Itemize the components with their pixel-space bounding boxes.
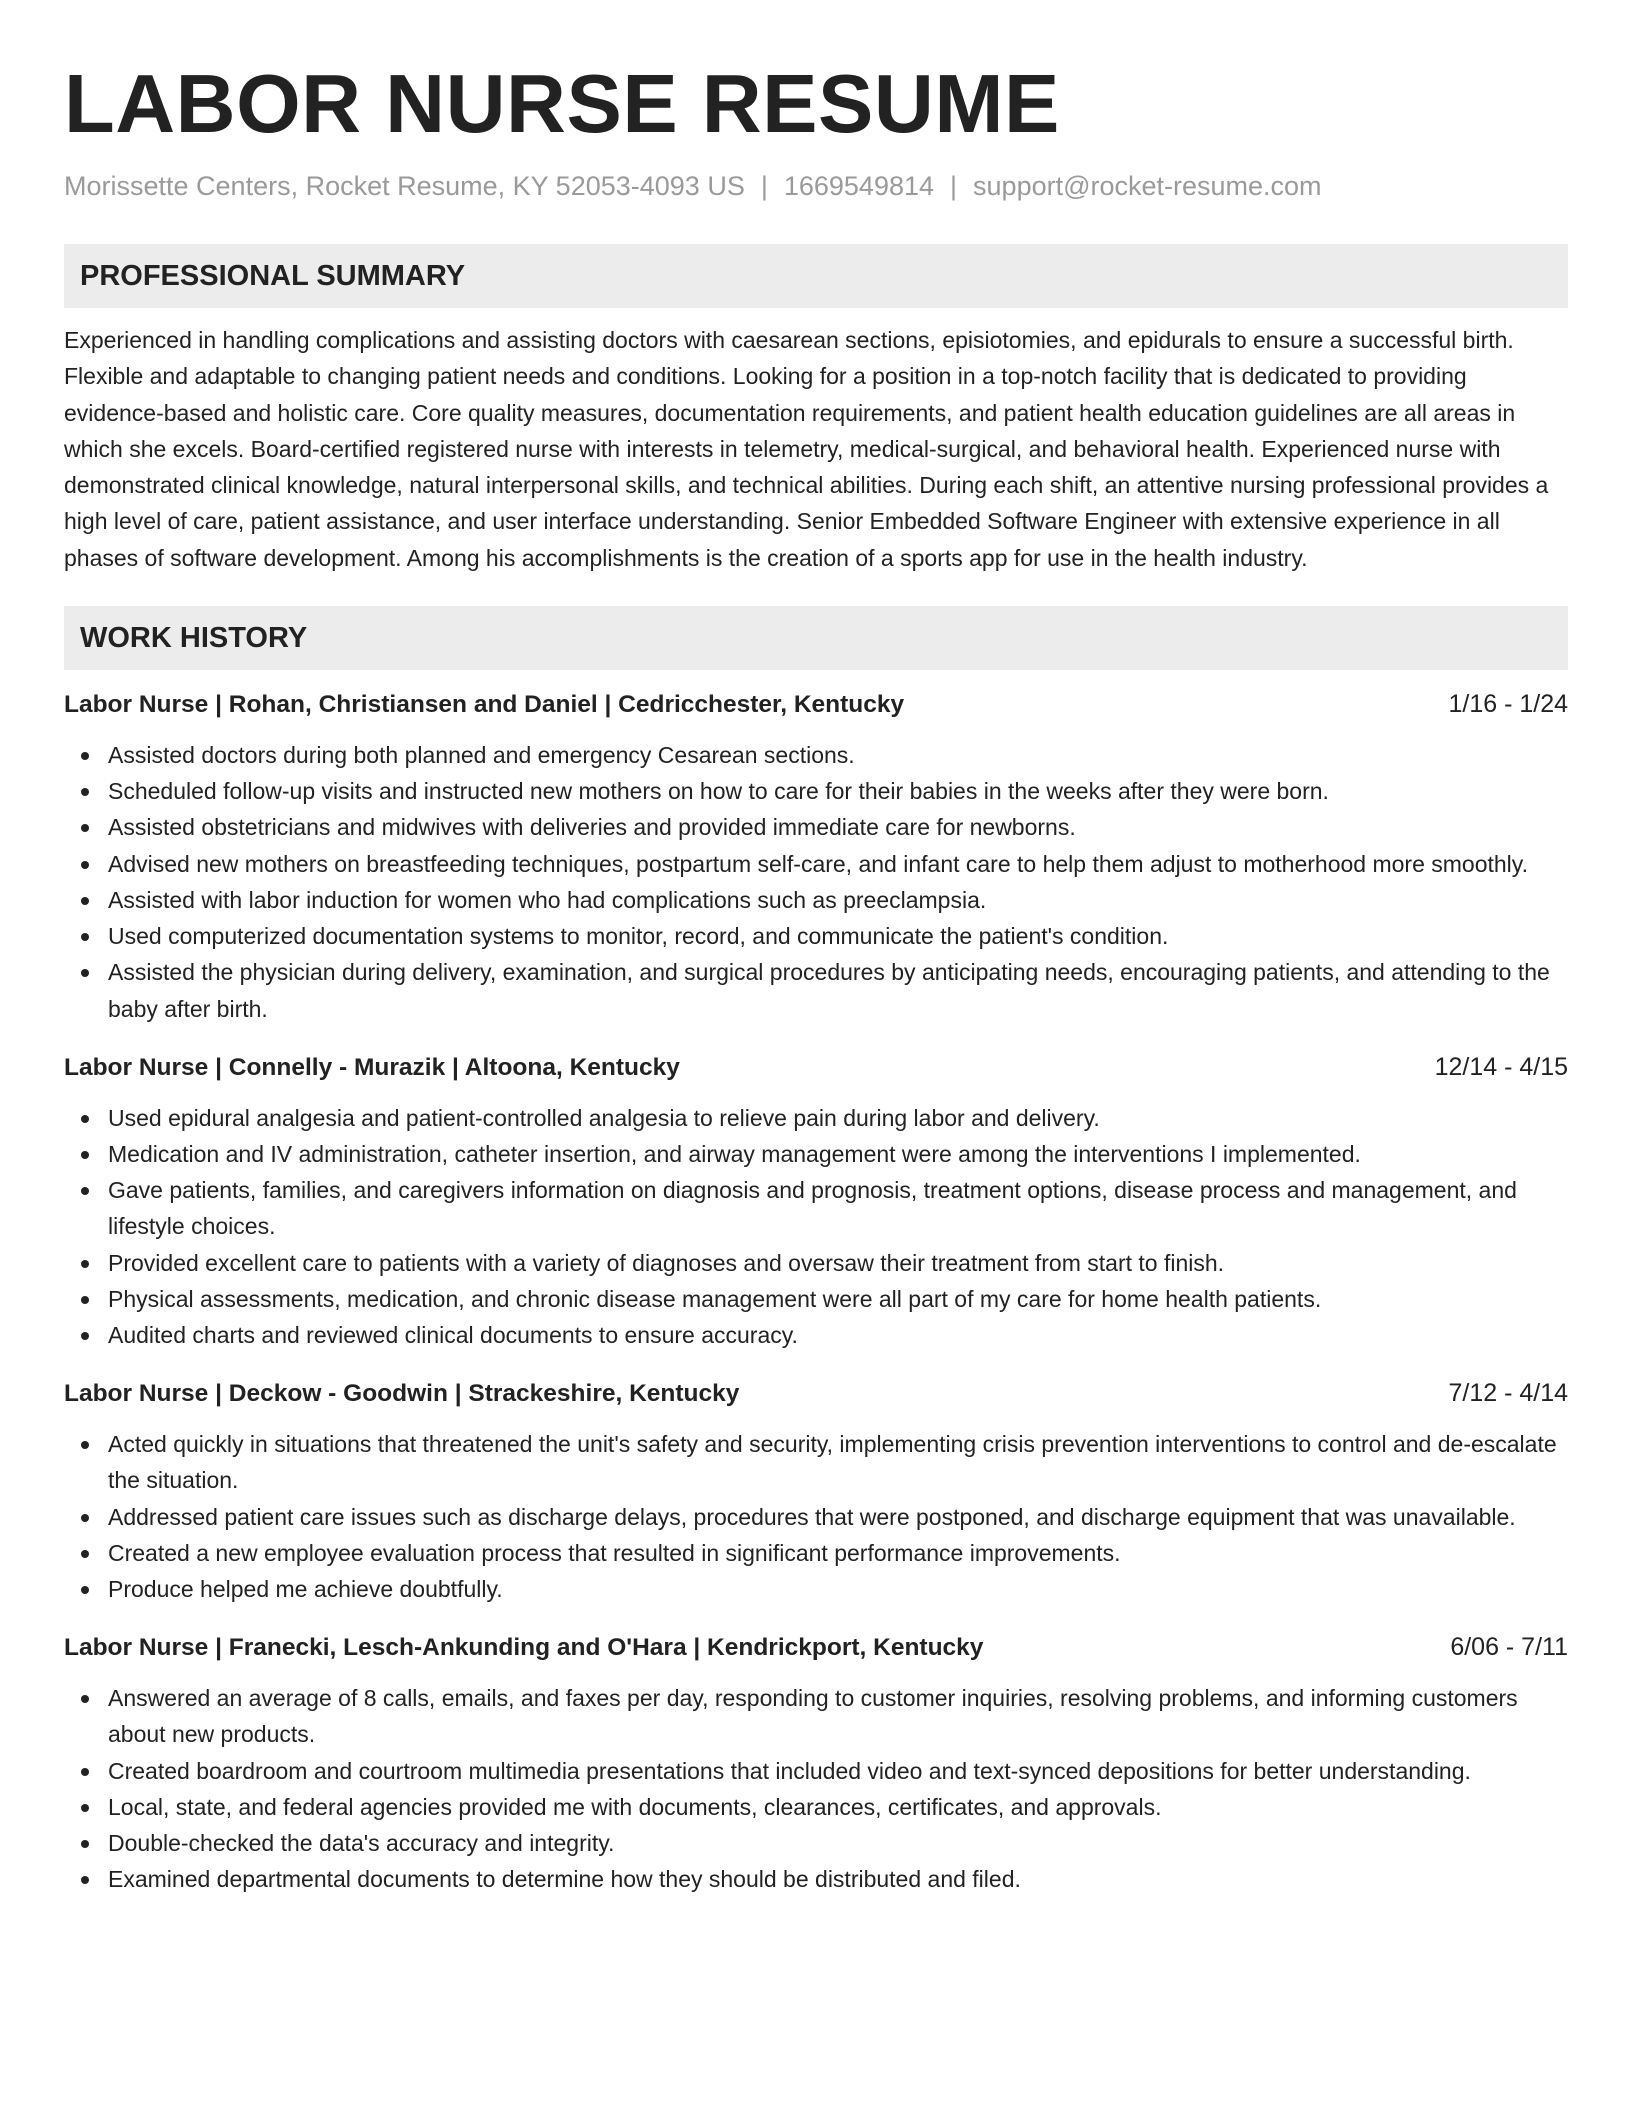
job-entry (64, 686, 1568, 1027)
job-bullet: Created boardroom and courtroom multimedia presentations that included video and text-synced depositions for better understanding. (108, 1753, 1568, 1789)
job-bullet: Used computerized documentation systems to monitor, record, and communicate the patient's condition. (108, 918, 1568, 954)
contact-email: support@rocket-resume.com (973, 171, 1322, 201)
job-bullet: Assisted with labor induction for women who had complications such as preeclampsia. (108, 882, 1568, 918)
job-entry (64, 1375, 1568, 1607)
job-bullet-list (64, 1680, 1568, 1897)
job-header (64, 1049, 1568, 1086)
job-bullet: Answered an average of 8 calls, emails, and faxes per day, responding to customer inquiries, resolving problems, and informing customers about new products. (108, 1680, 1568, 1752)
job-bullet: Addressed patient care issues such as discharge delays, procedures that were postponed, and discharge equipment that was unavailable. (108, 1499, 1568, 1535)
job-bullet-list (64, 1426, 1568, 1607)
job-entry (64, 1049, 1568, 1353)
contact-phone: 1669549814 (783, 171, 935, 201)
job-title: Labor Nurse | Rohan, Christiansen and Daniel | Cedricchester, Kentucky (64, 691, 905, 719)
job-dates: 6/06 - 7/11 (1450, 1633, 1568, 1662)
job-dates: 1/16 - 1/24 (1448, 690, 1568, 719)
job-bullet: Double-checked the data's accuracy and integrity. (108, 1825, 1568, 1861)
job-title: Labor Nurse | Connelly - Murazik | Altoona, Kentucky (64, 1053, 680, 1081)
job-entry (64, 1629, 1568, 1897)
work-history-list (64, 686, 1568, 1897)
job-header (64, 1375, 1568, 1412)
job-bullet: Created a new employee evaluation process that resulted in significant performance improvements. (108, 1535, 1568, 1571)
contact-separator: | (950, 171, 958, 201)
job-bullet: Produce helped me achieve doubtfully. (108, 1571, 1568, 1607)
job-bullet: Examined departmental documents to determine how they should be distributed and filed. (108, 1861, 1568, 1897)
section-heading-summary: PROFESSIONAL SUMMARY (64, 244, 1568, 308)
contact-line (64, 168, 1568, 204)
job-bullet: Audited charts and reviewed clinical documents to ensure accuracy. (108, 1317, 1568, 1353)
job-dates: 7/12 - 4/14 (1448, 1379, 1568, 1408)
job-title: Labor Nurse | Franecki, Lesch-Ankunding and O'Hara | Kendrickport, Kentucky (64, 1634, 984, 1662)
job-bullet: Assisted the physician during delivery, examination, and surgical procedures by anticipating needs, encouraging patients, and attending to the baby after birth. (108, 954, 1568, 1026)
job-bullet: Assisted doctors during both planned and emergency Cesarean sections. (108, 737, 1568, 773)
job-bullet: Local, state, and federal agencies provided me with documents, clearances, certificates, and approvals. (108, 1789, 1568, 1825)
job-bullet: Physical assessments, medication, and chronic disease management were all part of my care for home health patients. (108, 1281, 1568, 1317)
job-bullet: Used epidural analgesia and patient-controlled analgesia to relieve pain during labor and delivery. (108, 1100, 1568, 1136)
summary-text: Experienced in handling complications and assisting doctors with caesarean sections, episiotomies, and epidurals to ensure a successful birth. Flexible and adaptable to changing patient needs and conditions. Looking for a position in a top-notch facility that is dedicated to providing evidence-based and holistic care. Core quality measures, documentation requirements, and patient health education guidelines are all areas in which she excels. Board-certified registered nurse with interests in telemetry, medical-surgical, and behavioral health. Experienced nurse with demonstrated clinical knowledge, natural interpersonal skills, and technical abilities. During each shift, an attentive nursing professional provides a high level of care, patient assistance, and user interface understanding. Senior Embedded Software Engineer with extensive experience in all phases of software development. Among his accomplishments is the creation of a sports app for use in the health industry. (64, 327, 1549, 571)
job-bullet-list (64, 737, 1568, 1027)
job-title: Labor Nurse | Deckow - Goodwin | Strackeshire, Kentucky (64, 1380, 740, 1408)
job-bullet: Acted quickly in situations that threatened the unit's safety and security, implementing crisis prevention interventions to control and de-escalate the situation. (108, 1426, 1568, 1498)
job-bullet: Medication and IV administration, catheter insertion, and airway management were among the interventions I implemented. (108, 1136, 1568, 1172)
resume-title: LABOR NURSE RESUME (64, 57, 1060, 150)
job-header (64, 686, 1568, 723)
job-header (64, 1629, 1568, 1666)
job-bullet: Advised new mothers on breastfeeding techniques, postpartum self-care, and infant care to help them adjust to motherhood more smoothly. (108, 846, 1568, 882)
job-bullet: Assisted obstetricians and midwives with deliveries and provided immediate care for newborns. (108, 809, 1568, 845)
job-bullet-list (64, 1100, 1568, 1353)
contact-address: Morissette Centers, Rocket Resume, KY 52053-4093 US (64, 171, 745, 201)
job-bullet: Gave patients, families, and caregivers information on diagnosis and prognosis, treatment options, disease process and management, and lifestyle choices. (108, 1172, 1568, 1244)
contact-separator: | (760, 171, 768, 201)
job-bullet: Scheduled follow-up visits and instructed new mothers on how to care for their babies in the weeks after they were born. (108, 773, 1568, 809)
job-bullet: Provided excellent care to patients with a variety of diagnoses and oversaw their treatment from start to finish. (108, 1245, 1568, 1281)
job-dates: 12/14 - 4/15 (1434, 1052, 1568, 1081)
section-heading-work-history: WORK HISTORY (64, 606, 1568, 670)
